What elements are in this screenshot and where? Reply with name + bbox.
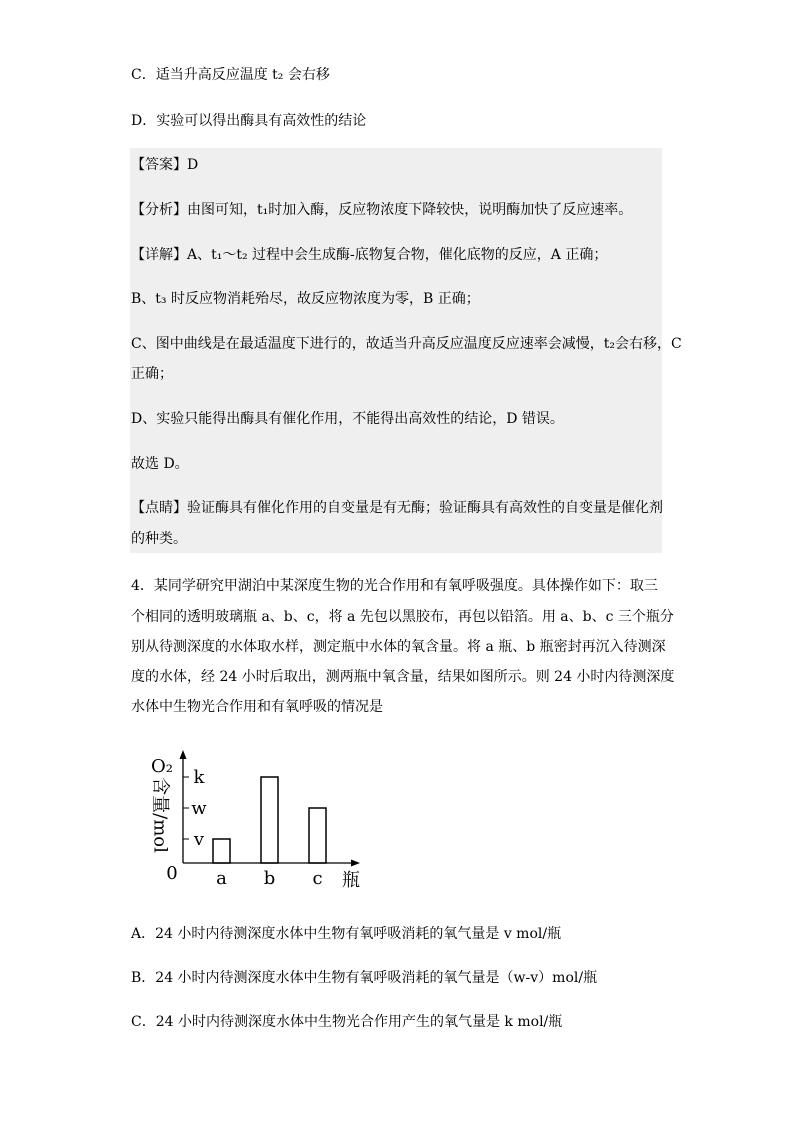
chart-marks	[183, 777, 326, 863]
bar-c	[309, 808, 326, 863]
q4-stem-line: 别从待测深度的水体取水样，测定瓶中水体的氧含量。将 a 瓶、b 瓶密封再沉入待测深	[131, 639, 666, 655]
solution-detail-line: 【详解】A、t₁～t₂ 过程中会生成酶-底物复合物，催化底物的反应，A 正确；	[131, 247, 608, 263]
q4-stem-line: 4．某同学研究甲湖泊中某深度生物的光合作用和有氧呼吸强度。具体操作如下：取三	[131, 578, 658, 594]
solution-analysis: 【分析】由图可知，t₁时加入酶，反应物浓度下降较快，说明酶加快了反应速率。	[131, 202, 633, 218]
x-category-label: a	[216, 868, 227, 889]
y-tick-label: v	[193, 829, 205, 850]
x-category-label: c	[312, 868, 323, 889]
q4-option-c: C．24 小时内待测深度水体中生物光合作用产生的氧气量是 k mol/瓶	[131, 1014, 563, 1030]
origin-label: 0	[166, 863, 178, 884]
x-axis-label: 瓶	[342, 870, 360, 891]
q4-option-a: A．24 小时内待测深度水体中生物有氧呼吸消耗的氧气量是 v mol/瓶	[131, 926, 562, 942]
solution-detail-line: 正确；	[131, 366, 173, 382]
x-category-label: b	[263, 868, 276, 889]
q4-stem-line: 水体中生物光合作用和有氧呼吸的情况是	[131, 699, 383, 715]
solution-answer: 【答案】D	[131, 157, 199, 173]
y-tick-label: w	[191, 798, 207, 819]
q4-stem-line: 个相同的透明玻璃瓶 a、b、c，将 a 先包以黑胶布，再包以铅箔。用 a、b、c 三个瓶分	[131, 609, 674, 625]
q3-option-d: D．实验可以得出酶具有高效性的结论	[131, 113, 367, 129]
solution-detail-line: D、实验只能得出酶具有催化作用，不能得出高效性的结论，D 错误。	[131, 411, 564, 427]
y-axis-label-top: O₂	[151, 756, 173, 777]
q3-option-c: C．适当升高反应温度 t₂ 会右移	[131, 67, 330, 83]
q4-stem-line: 度的水体，经 24 小时后取出，测两瓶中氧含量，结果如图所示。则 24 小时内待测深度	[131, 669, 675, 685]
solution-conclusion: 故选 D。	[131, 456, 189, 472]
bar-b	[261, 777, 278, 863]
y-tick-label: k	[193, 767, 205, 788]
bar-a	[213, 839, 230, 863]
solution-tip-line: 【点睛】验证酶具有催化作用的自变量是有无酶；验证酶具有高效性的自变量是催化剂	[131, 500, 663, 516]
y-axis-label-rotated: 含量/mol	[149, 777, 171, 853]
y-axis-arrow	[180, 750, 187, 759]
solution-detail-line: B、t₃ 时反应物消耗殆尽，故反应物浓度为零，B 正确；	[131, 291, 480, 307]
x-axis-arrow	[351, 860, 360, 867]
solution-detail-line: C、图中曲线是在最适温度下进行的，故适当升高反应温度反应速率会减慢，t₂会右移，C	[131, 336, 682, 352]
solution-tip-line: 的种类。	[131, 531, 187, 547]
q4-option-b: B．24 小时内待测深度水体中生物有氧呼吸消耗的氧气量是（w-v）mol/瓶	[131, 970, 598, 986]
oxygen-bar-chart	[140, 745, 370, 895]
